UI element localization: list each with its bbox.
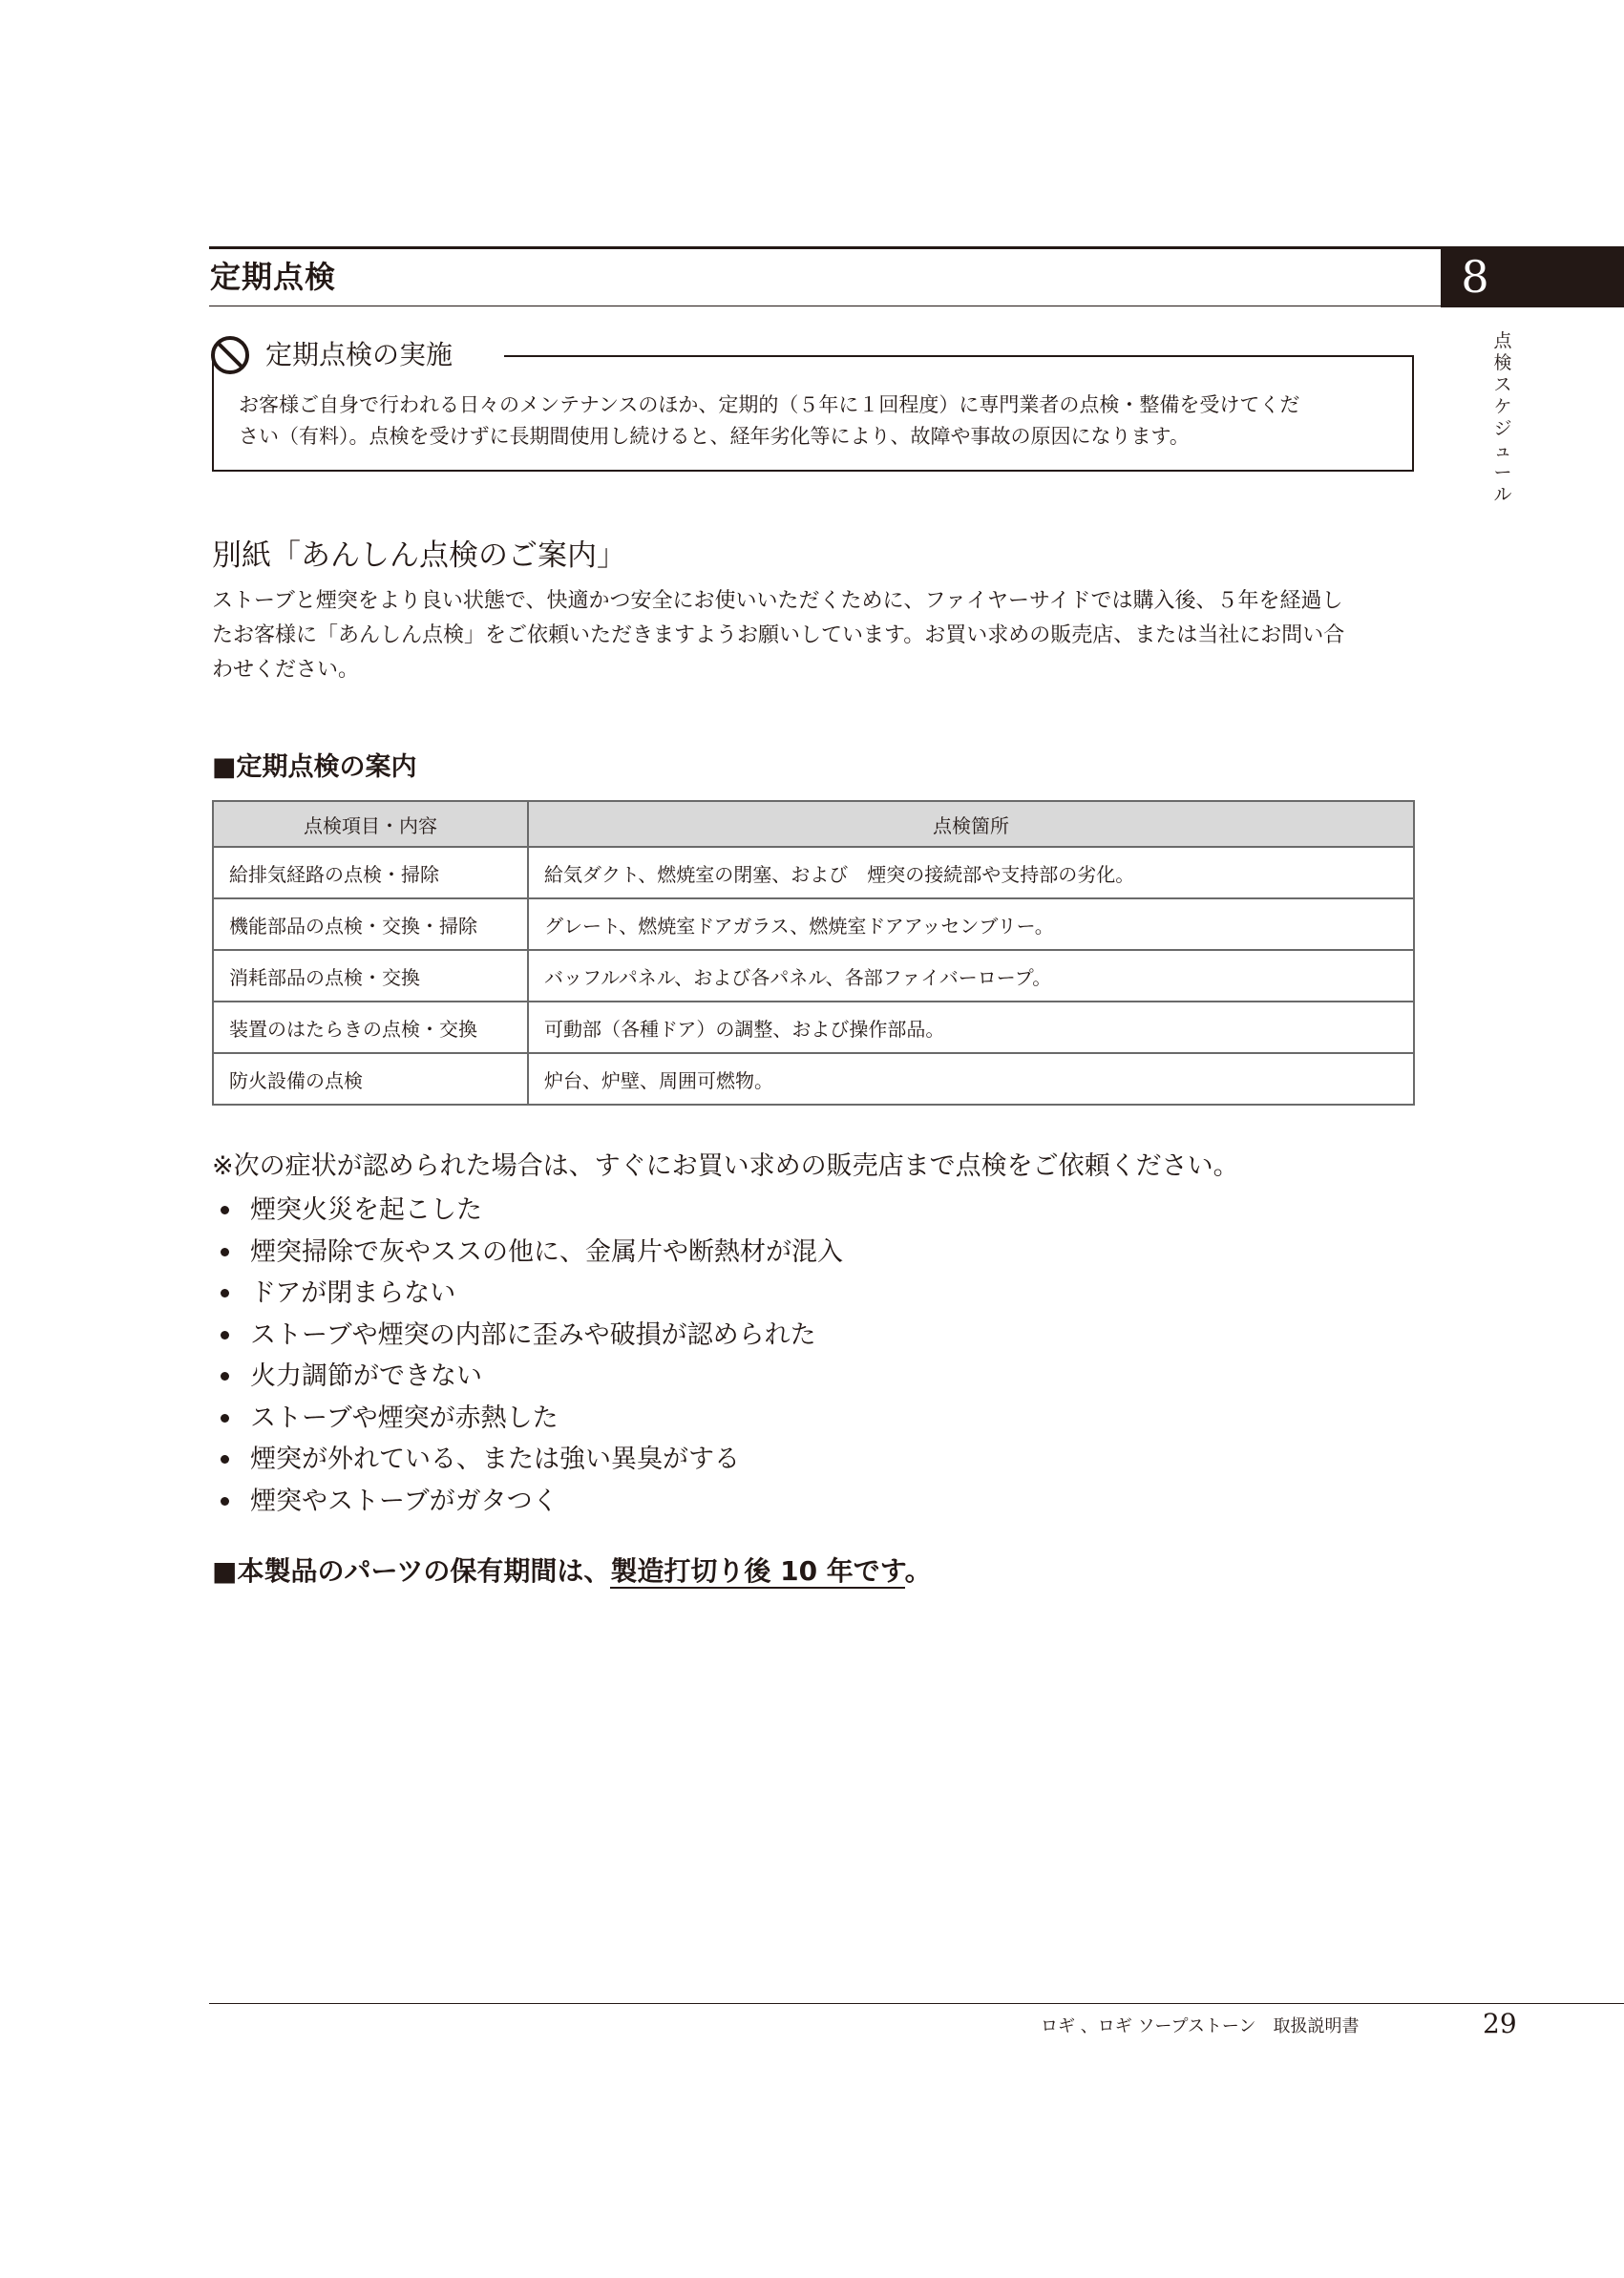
column-header: 点検項目・内容 xyxy=(213,801,528,847)
section-body-line: たお客様に「あんしん点検」をご依頼いただきますようお願いしています。お買い求めの販売店、または当社にお問い合 xyxy=(212,623,1345,647)
section-heading: 別紙「あんしん点検のご案内」 xyxy=(212,538,626,573)
parts-note-suffix: 。 xyxy=(904,1555,932,1587)
table-row xyxy=(213,1002,1414,1053)
header-top-rule xyxy=(209,246,1624,249)
column-header: 点検箇所 xyxy=(528,801,1414,847)
table-heading: ■定期点検の案内 xyxy=(212,752,417,782)
table-cell-item: 機能部品の点検・交換・掃除 xyxy=(213,898,528,950)
side-tab-char: 検 xyxy=(1493,352,1512,373)
table-row xyxy=(213,1053,1414,1105)
symptom-list xyxy=(212,1190,843,1522)
parts-note-underlined: 製造打切り後 10 年です xyxy=(610,1555,905,1587)
list-item: 煙突が外れている、または強い異臭がする xyxy=(212,1439,843,1481)
notice-text-line: さい（有料）。点検を受けずに長期間使用し続けると、経年劣化等により、故障や事故の原因になります。 xyxy=(239,425,1190,448)
table-cell-item: 給排気経路の点検・掃除 xyxy=(213,847,528,898)
table-cell-location: バッフルパネル、および各パネル、各部ファイバーロープ。 xyxy=(528,950,1414,1002)
table-row xyxy=(213,898,1414,950)
list-item: 煙突やストーブがガタつく xyxy=(212,1481,843,1523)
side-tab-char: ュ xyxy=(1493,440,1512,461)
footer-title: ロギ 、ロギ ソープストーン 取扱説明書 xyxy=(1041,2016,1360,2036)
inspection-table xyxy=(212,800,1415,1106)
list-item: 煙突掃除で灰やススの他に、金属片や断熱材が混入 xyxy=(212,1232,843,1274)
side-tab-char: ジ xyxy=(1493,418,1512,439)
list-item: 火力調節ができない xyxy=(212,1356,843,1398)
table-row xyxy=(213,950,1414,1002)
list-item: ストーブや煙突が赤熱した xyxy=(212,1398,843,1440)
section-body-line: ストーブと煙突をより良い状態で、快適かつ安全にお使いいただくために、ファイヤーサイドでは購入後、５年を経過し xyxy=(212,589,1343,613)
table-cell-location: 可動部（各種ドア）の調整、および操作部品。 xyxy=(528,1002,1414,1053)
list-item: ドアが閉まらない xyxy=(212,1273,843,1315)
notice-heading: 定期点検の実施 xyxy=(265,334,472,376)
table-cell-location: グレート、燃焼室ドアガラス、燃焼室ドアアッセンブリー。 xyxy=(528,898,1414,950)
list-item: 煙突火災を起こした xyxy=(212,1190,843,1232)
parts-note-prefix: ■本製品のパーツの保有期間は、 xyxy=(212,1555,611,1587)
chapter-side-tab xyxy=(1489,330,1516,506)
table-cell-item: 装置のはたらきの点検・交換 xyxy=(213,1002,528,1053)
side-tab-char: 点 xyxy=(1493,330,1512,351)
parts-retention-note xyxy=(212,1550,932,1592)
page-number: 29 xyxy=(1483,2008,1517,2039)
chapter-number: 8 xyxy=(1461,251,1489,303)
footer-rule xyxy=(209,2003,1624,2004)
table-row xyxy=(213,847,1414,898)
table-cell-location: 炉台、炉壁、周囲可燃物。 xyxy=(528,1053,1414,1105)
notice-text-line: お客様ご自身で行われる日々のメンテナンスのほか、定期的（５年に１回程度）に専門業者の点検・整備を受けてくだ xyxy=(239,393,1300,416)
prohibition-icon xyxy=(209,334,251,376)
table-header-row xyxy=(213,801,1414,847)
chapter-number-badge xyxy=(1441,246,1624,307)
side-tab-char: ス xyxy=(1493,374,1512,395)
table-cell-location: 給気ダクト、燃焼室の閉塞、および 煙突の接続部や支持部の劣化。 xyxy=(528,847,1414,898)
section-body xyxy=(212,584,1417,687)
side-tab-char: ル xyxy=(1493,484,1512,505)
table-cell-item: 消耗部品の点検・交換 xyxy=(213,950,528,1002)
page-title: 定期点検 xyxy=(210,259,337,295)
side-tab-char: ー xyxy=(1493,462,1512,483)
section-body-line: わせください。 xyxy=(212,658,360,682)
notice-text xyxy=(239,390,1399,453)
table-cell-item: 防火設備の点検 xyxy=(213,1053,528,1105)
symptom-intro: ※次の症状が認められた場合は、すぐにお買い求めの販売店まで点検をご依頼ください。 xyxy=(212,1151,1239,1181)
list-item: ストーブや煙突の内部に歪みや破損が認められた xyxy=(212,1315,843,1357)
side-tab-char: ケ xyxy=(1493,396,1512,417)
notice-box-top-rule xyxy=(504,355,1414,357)
